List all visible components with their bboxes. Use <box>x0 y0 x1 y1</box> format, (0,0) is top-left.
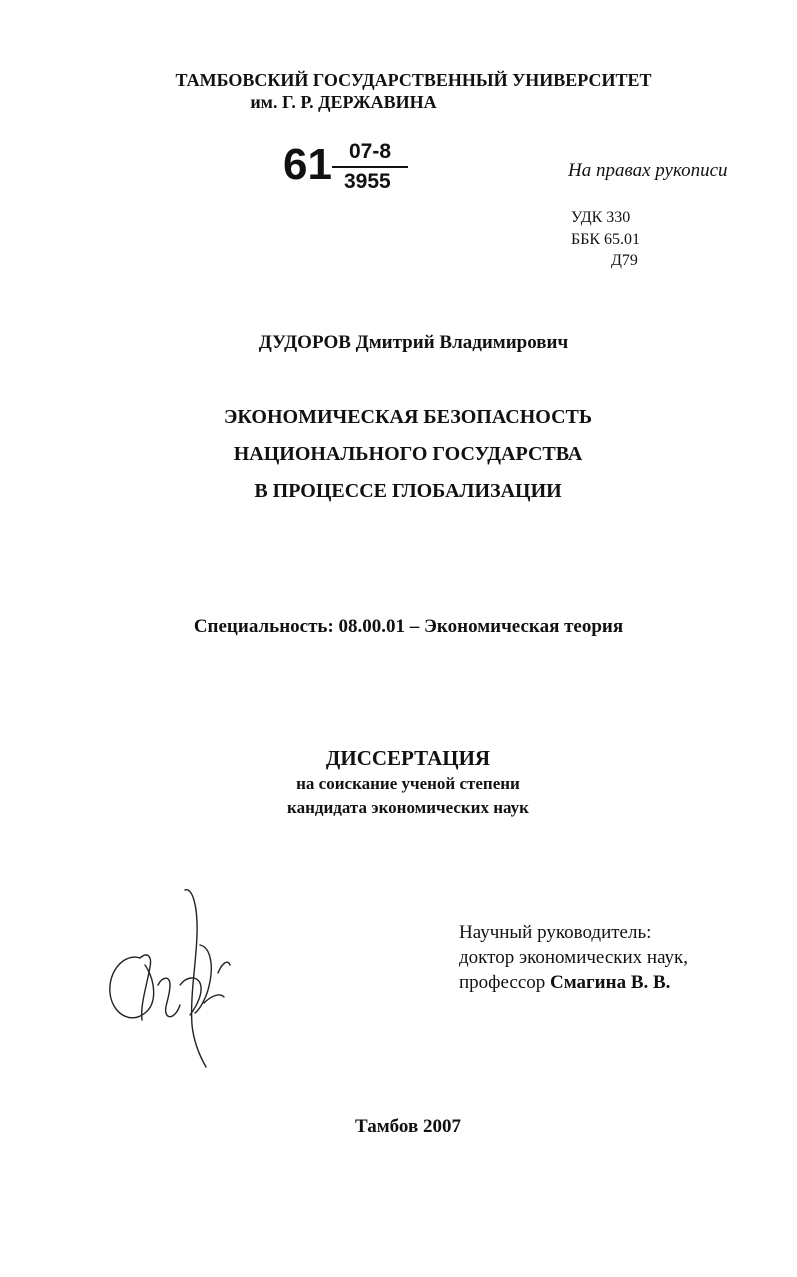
catalog-code-main: 61 <box>283 140 332 189</box>
university-name: ТАМБОВСКИЙ ГОСУДАРСТВЕННЫЙ УНИВЕРСИТЕТ <box>175 70 652 90</box>
advisor-name-line <box>459 971 670 995</box>
manuscript-rights-note: На правах рукописи <box>568 160 728 181</box>
udk-code: УДК 330 <box>571 209 631 226</box>
signature-icon <box>100 885 250 1070</box>
dissertation-degree-line: на соискание ученой степени <box>296 774 520 793</box>
city-year: Тамбов 2007 <box>355 1116 461 1137</box>
title-line-3: В ПРОЦЕССЕ ГЛОБАЛИЗАЦИИ <box>254 480 562 502</box>
author-name: ДУДОРОВ Дмитрий Владимирович <box>258 332 569 353</box>
title-line-1: ЭКОНОМИЧЕСКАЯ БЕЗОПАСНОСТЬ <box>223 406 593 428</box>
university-namesake: им. Г. Р. ДЕРЖАВИНА <box>250 92 437 112</box>
advisor-title: профессор <box>459 972 546 993</box>
author-mark: Д79 <box>611 252 638 269</box>
catalog-code-denominator: 3955 <box>344 170 391 193</box>
dissertation-heading: ДИССЕРТАЦИЯ <box>325 746 491 770</box>
catalog-code-fraction-line <box>332 166 408 168</box>
dissertation-field-line: кандидата экономических наук <box>287 798 529 817</box>
specialty: Специальность: 08.00.01 – Экономическая теория <box>193 616 624 637</box>
title-line-2: НАЦИОНАЛЬНОГО ГОСУДАРСТВА <box>233 443 583 465</box>
advisor-label: Научный руководитель: <box>459 922 652 943</box>
catalog-code-numerator: 07-8 <box>349 140 392 163</box>
advisor-degree: доктор экономических наук, <box>459 947 689 968</box>
advisor-name: Смагина В. В. <box>550 972 671 993</box>
bbk-code: ББК 65.01 <box>571 231 641 248</box>
